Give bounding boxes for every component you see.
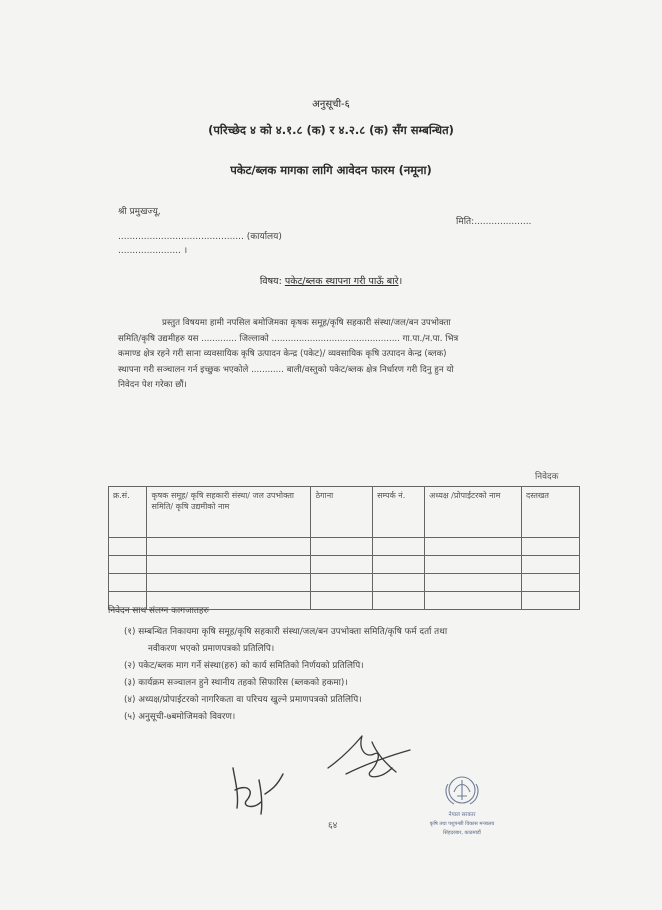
body-line: निवेदन पेश गरेका छौं। [118, 380, 187, 390]
place-line: ...................... । [118, 246, 188, 256]
body-line: स्थापना गरी सञ्चालन गर्न इच्छुक भएकोले ............ बाली/वस्तुको पकेट/ब्लक क्षेत्र निर्धारण गरी दिनु हुन यो [118, 364, 454, 375]
official-seal [424, 770, 500, 846]
date-field: मिति:.................... [456, 217, 532, 227]
table-cell [311, 592, 373, 610]
table-row [109, 538, 580, 556]
col-group-name: कृषक समूह/ कृषि सहकारी संस्था/ जल उपभोक्ता समिति/ कृषि उद्यमीको नाम [147, 487, 311, 538]
table-cell [521, 574, 579, 592]
table-cell [109, 538, 147, 556]
table-cell [109, 574, 147, 592]
col-signature: दस्तखत [521, 487, 579, 538]
signature-left [225, 750, 295, 820]
svg-text:सिंहदरबार, काठमाडौं: सिंहदरबार, काठमाडौं [443, 830, 481, 836]
table-cell [521, 538, 579, 556]
table-cell [373, 592, 425, 610]
table-cell [147, 556, 311, 574]
table-cell [425, 592, 522, 610]
body-line: प्रस्तुत विषयमा हामी नपसिल बमोजिमका कृषक समूह/कृषि सहकारी संस्था/जल/बन उपभोक्ता [162, 318, 451, 328]
table-cell [373, 556, 425, 574]
applicant-table [108, 486, 580, 610]
table-cell [425, 574, 522, 592]
svg-text:कृषि तथा पशुपन्छी विकास मन्त्र: कृषि तथा पशुपन्छी विकास मन्त्रालय [429, 821, 495, 827]
table-cell [425, 538, 522, 556]
table-cell [311, 538, 373, 556]
addressee: श्री प्रमुखज्यू, [118, 207, 161, 217]
col-address: ठेगाना [311, 487, 373, 538]
table-cell [373, 538, 425, 556]
col-serial: क्र.सं. [109, 487, 147, 538]
table-cell [109, 556, 147, 574]
table-cell [521, 592, 579, 610]
attachments-heading: निवेदन साथ संलग्न कागजातहरु [108, 606, 209, 616]
table-cell [311, 556, 373, 574]
attachment-item: (१) सम्बन्धित निकायमा कृषि समूह/कृषि सहकारी संस्था/जल/बन उपभोक्ता समिति/कृषि फर्म दर्ता तथा [124, 627, 448, 637]
applicant-label: निवेदक [535, 472, 559, 482]
attachments-list [124, 624, 584, 726]
table-row [109, 556, 580, 574]
body-line: समिति/कृषि उद्यमीहरु यस ............. जिल्लाको ............................................... गा.पा./न.पा. भित्र [118, 333, 459, 344]
table-cell [521, 556, 579, 574]
table-cell [147, 574, 311, 592]
attachment-item: (३) कार्यक्रम सञ्चालन हुने स्थानीय तहको सिफारिस (ब्लकको हकमा)। [124, 678, 348, 688]
form-title: पकेट/ब्लक मागका लागि आवेदन फारम (नमूना) [230, 163, 432, 177]
body-line: कमाण्ड क्षेत्र रहने गरी साना व्यवसायिक कृषि उत्पादन केन्द्र (पकेट)/ व्यवसायिक कृषि उत्पादन केन्द्र (ब्लक) [118, 349, 447, 359]
col-contact: सम्पर्क नं. [373, 487, 425, 538]
annex-label: अनुसूची-६ [312, 99, 350, 110]
table-cell [311, 574, 373, 592]
attachment-item: (२) पकेट/ब्लक माग गर्ने संस्था(हरु) को कार्य समितिको निर्णयको प्रतिलिपि। [124, 661, 364, 671]
subject-line [0, 274, 662, 287]
reference-line: (परिच्छेद ४ को ४.१.८ (क) र ४.२.८ (क) सँग सम्बन्धित) [208, 123, 454, 137]
table-cell [373, 574, 425, 592]
signature-right [322, 728, 417, 788]
attachment-item: (४) अध्यक्ष/प्रोपाईटरको नागरिकता वा परिचय खुल्ने प्रमाणपत्रको प्रतिलिपि। [124, 695, 362, 705]
svg-text:नेपाल सरकार: नेपाल सरकार [448, 812, 476, 818]
attachment-item-continued: नवीकरण भएको प्रमाणपत्रको प्रतिलिपि। [148, 644, 275, 654]
table-row [109, 574, 580, 592]
subject-text: पकेट/ब्लक स्थापना गरी पाऊँ बारे [284, 276, 399, 287]
subject-prefix: विषय: [259, 276, 282, 287]
attachment-item: (५) अनुसूची-७बमोजिमको विवरण। [124, 712, 236, 722]
subject-suffix: । [398, 276, 403, 287]
table-header-row [109, 487, 580, 538]
table-cell [425, 556, 522, 574]
office-line: ............................................ (कार्यालय) [118, 232, 282, 242]
table-cell [147, 538, 311, 556]
page-number: ६४ [328, 821, 338, 831]
application-body [118, 316, 578, 394]
col-chairperson: अध्यक्ष /प्रोपाईटरको नाम [425, 487, 522, 538]
